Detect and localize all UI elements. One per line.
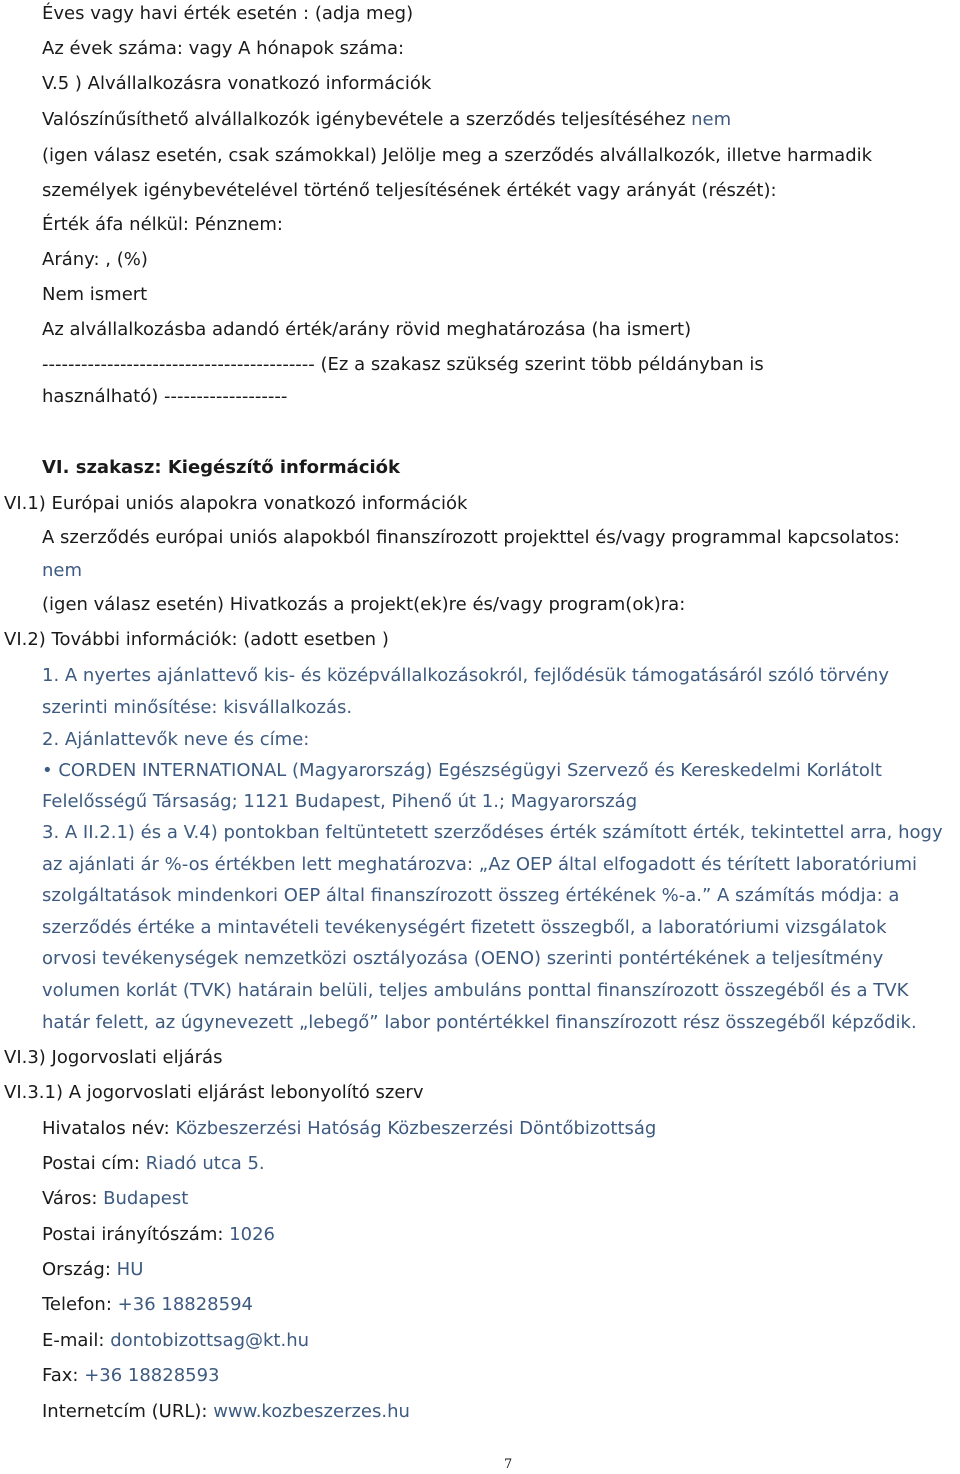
field-country: [42, 1259, 143, 1281]
section-heading: VI.3) Jogorvoslati eljárás: [4, 1047, 223, 1068]
info-text: az ajánlati ár %-os értékben lett meghatározva: „Az OEP által elfogadott és térített laboratóriumi: [42, 854, 917, 875]
text-line: Az évek száma: vagy A hónapok száma:: [42, 38, 405, 59]
text-line: használható) -------------------: [42, 386, 288, 407]
field-city: [42, 1188, 188, 1210]
field-official-name: [42, 1118, 656, 1140]
label: Postai irányítószám:: [42, 1224, 224, 1245]
field-postal-code: [42, 1224, 275, 1246]
field-email: [42, 1330, 309, 1352]
text-line: Arány: , (%): [42, 249, 148, 270]
section-heading: VI.2) További információk: (adott esetben ): [4, 629, 389, 650]
text-line: Éves vagy havi érték esetén : (adja meg): [42, 3, 414, 24]
field-url: [42, 1401, 410, 1423]
section-heading: V.5 ) Alvállalkozásra vonatkozó információk: [42, 73, 432, 94]
info-text: Felelősségű Társaság; 1121 Budapest, Pihenő út 1.; Magyarország: [42, 791, 638, 812]
info-text: volumen korlát (TVK) határain belüli, teljes ambuláns ponttal finanszírozott összegéből és a TVK: [42, 980, 909, 1001]
value: nem: [691, 109, 732, 130]
field-phone: [42, 1294, 253, 1316]
page-number: 7: [504, 1457, 513, 1472]
label: Ország:: [42, 1259, 111, 1280]
value: 1026: [229, 1224, 275, 1245]
value: +36 18828593: [84, 1365, 220, 1386]
info-text: 2. Ajánlattevők neve és címe:: [42, 729, 310, 750]
text-line: személyek igénybevételével történő teljesítésének értékét vagy arányát (részét):: [42, 180, 777, 201]
info-text: szolgáltatások mindenkori OEP által finanszírozott összeg értékének %-a.” A számítás módja: a: [42, 885, 900, 906]
section-heading: VI.1) Európai uniós alapokra vonatkozó információk: [4, 493, 468, 514]
section-title: VI. szakasz: Kiegészítő információk: [42, 457, 400, 478]
info-text: 1. A nyertes ajánlattevő kis- és középvállalkozásokról, fejlődésük támogatásáról szóló törvény: [42, 665, 889, 686]
info-text: • CORDEN INTERNATIONAL (Magyarország) Egészségügyi Szervező és Kereskedelmi Korlátolt: [42, 760, 882, 781]
label: Fax:: [42, 1365, 79, 1386]
text-line: (igen válasz esetén, csak számokkal) Jelölje meg a szerződés alvállalkozók, illetve harmadik: [42, 145, 873, 166]
value: HU: [116, 1259, 144, 1280]
text-line: [42, 109, 731, 131]
text-line: Érték áfa nélkül: Pénznem:: [42, 214, 283, 235]
value: +36 18828594: [117, 1294, 253, 1315]
label: Valószínűsíthető alvállalkozók igénybevétele a szerződés teljesítéséhez: [42, 109, 686, 130]
value: Közbeszerzési Hatóság Közbeszerzési Döntőbizottság: [175, 1118, 657, 1139]
section-heading: VI.3.1) A jogorvoslati eljárást lebonyolító szerv: [4, 1082, 424, 1103]
info-text: szerinti minősítése: kisvállalkozás.: [42, 697, 353, 718]
text-line: ------------------------------------------ (Ez a szakasz szükség szerint több példányban is: [42, 354, 764, 375]
text-line: (igen válasz esetén) Hivatkozás a projekt(ek)re és/vagy program(ok)ra:: [42, 594, 686, 615]
label: Város:: [42, 1188, 98, 1209]
info-text: 3. A II.2.1) és a V.4) pontokban feltüntetett szerződéses érték számított érték, tekintettel arra, hogy: [42, 822, 943, 843]
text-line: Nem ismert: [42, 284, 148, 305]
url-link[interactable]: www.kozbeszerzes.hu: [213, 1401, 410, 1422]
info-text: orvosi tevékenységek nemzetközi osztályozása (OENO) szerinti pontértékének a teljesítmény: [42, 948, 884, 969]
field-fax: [42, 1365, 220, 1387]
value: Budapest: [103, 1188, 189, 1209]
label: Postai cím:: [42, 1153, 140, 1174]
info-text: határ felett, az úgynevezett „lebegő” labor pontértékkel finanszírozott rész összegéből képződik.: [42, 1012, 917, 1033]
text-line: A szerződés európai uniós alapokból finanszírozott projekttel és/vagy programmal kapcsolatos:: [42, 527, 900, 548]
label: Internetcím (URL):: [42, 1401, 208, 1422]
email-link[interactable]: dontobizottsag@kt.hu: [110, 1330, 310, 1351]
value: Riadó utca 5.: [145, 1153, 265, 1174]
label: E-mail:: [42, 1330, 105, 1351]
value: nem: [42, 560, 83, 581]
info-text: szerződés értéke a mintavételi tevékenységért fizetett összegből, a laboratóriumi vizsgálatok: [42, 917, 887, 938]
field-postal-address: [42, 1153, 265, 1175]
text-line: Az alvállalkozásba adandó érték/arány rövid meghatározása (ha ismert): [42, 319, 692, 340]
label: Hivatalos név:: [42, 1118, 170, 1139]
label: Telefon:: [42, 1294, 112, 1315]
